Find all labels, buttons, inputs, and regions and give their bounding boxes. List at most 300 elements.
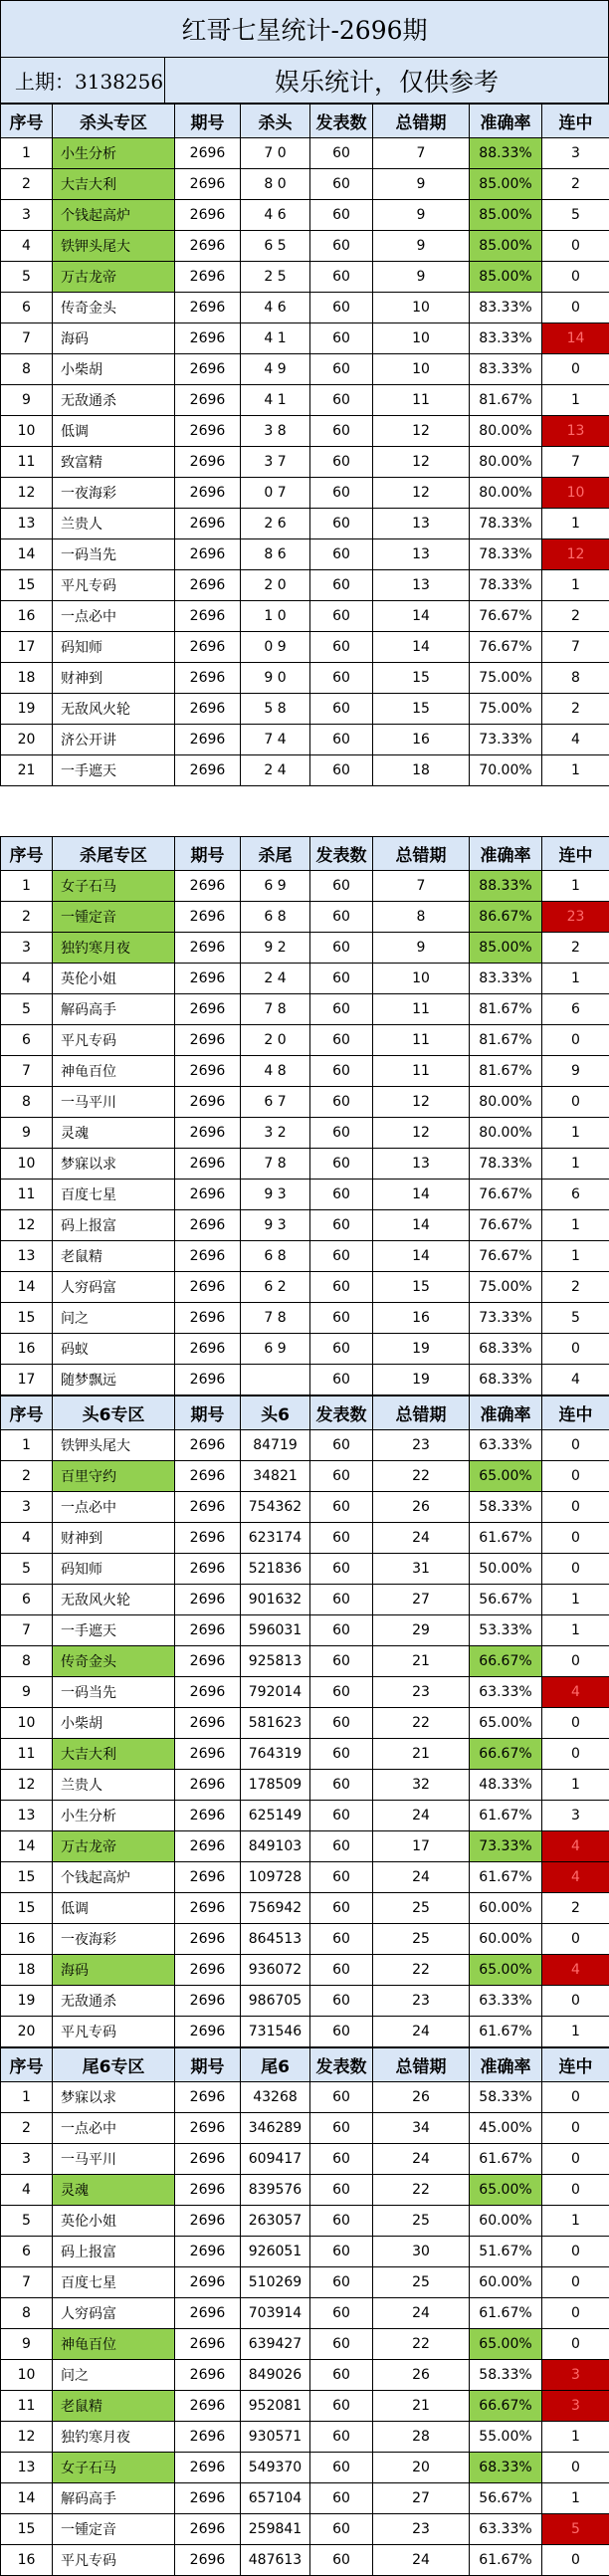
streak-count: 1 [542,2422,609,2453]
row-number: 17 [1,1365,53,1395]
accuracy-rate: 51.67% [470,2237,542,2267]
published-count: 60 [310,755,373,786]
published-count: 60 [310,1056,373,1087]
row-number: 4 [1,1523,53,1554]
expert-name: 随梦飘远 [53,1365,175,1395]
accuracy-rate: 88.33% [470,138,542,169]
error-count: 14 [373,1241,470,1272]
row-number: 1 [1,2082,53,2113]
error-count: 13 [373,539,470,570]
accuracy-rate: 83.33% [470,323,542,354]
table-row [1,1986,609,2017]
published-count: 60 [310,2267,373,2298]
streak-count: 0 [542,1087,609,1118]
accuracy-rate: 66.67% [470,1646,542,1677]
expert-name: 济公开讲 [53,725,175,755]
row-number: 11 [1,447,53,478]
pick-value: 259841 [241,2514,310,2545]
issue-number: 2696 [175,509,241,539]
streak-count: 0 [542,1334,609,1365]
published-count: 60 [310,1365,373,1395]
published-count: 60 [310,2422,373,2453]
pick-value: 7 8 [241,1149,310,1180]
last-issue-label: 上期：3138256 [1,58,165,103]
expert-name: 问之 [53,2360,175,2391]
published-count: 60 [310,1272,373,1303]
error-count: 13 [373,1149,470,1180]
pick-value: 926051 [241,2237,310,2267]
error-count: 23 [373,1986,470,2017]
accuracy-rate: 60.00% [470,2206,542,2237]
pick-value: 7 8 [241,1303,310,1334]
table-row [1,385,609,416]
streak-count: 3 [542,2391,609,2422]
error-count: 11 [373,385,470,416]
published-count: 60 [310,2206,373,2237]
pick-value: 581623 [241,1708,310,1739]
row-number: 15 [1,1893,53,1924]
error-count: 7 [373,871,470,902]
pick-value: 952081 [241,2391,310,2422]
pick-value: 9 0 [241,663,310,694]
accuracy-rate: 68.33% [470,1365,542,1395]
accuracy-rate: 60.00% [470,1893,542,1924]
row-number: 16 [1,2545,53,2576]
expert-name: 码上报富 [53,2237,175,2267]
expert-name: 兰贵人 [53,509,175,539]
issue-number: 2696 [175,1056,241,1087]
streak-count: 12 [542,539,609,570]
issue-number: 2696 [175,871,241,902]
expert-name: 小生分析 [53,1801,175,1831]
row-number: 4 [1,231,53,262]
table-row [1,1365,609,1395]
issue-number: 2696 [175,1241,241,1272]
accuracy-rate: 63.33% [470,1677,542,1708]
error-count: 24 [373,2545,470,2576]
error-count: 17 [373,1831,470,1862]
error-count: 14 [373,632,470,663]
pick-value: 263057 [241,2206,310,2237]
error-count: 30 [373,2237,470,2267]
pick-value: 901632 [241,1585,310,1615]
column-header: 总错期 [373,105,470,138]
pick-value: 3 2 [241,1118,310,1149]
table-row [1,1149,609,1180]
table-row [1,1739,609,1770]
row-number: 10 [1,1708,53,1739]
issue-number: 2696 [175,1492,241,1523]
pick-value: 9 2 [241,933,310,964]
row-number: 6 [1,293,53,323]
issue-number: 2696 [175,1118,241,1149]
error-count: 22 [373,1708,470,1739]
expert-name: 百度七星 [53,2267,175,2298]
error-count: 25 [373,1924,470,1955]
issue-number: 2696 [175,1585,241,1615]
error-count: 11 [373,1056,470,1087]
published-count: 60 [310,2017,373,2047]
streak-count: 2 [542,1272,609,1303]
column-header: 序号 [1,1396,53,1430]
issue-number: 2696 [175,2514,241,2545]
streak-count: 0 [542,1523,609,1554]
issue-number: 2696 [175,1210,241,1241]
issue-number: 2696 [175,2082,241,2113]
expert-name: 小柴胡 [53,354,175,385]
column-header: 杀尾专区 [53,837,175,871]
streak-count: 1 [542,2017,609,2047]
pick-value: 849103 [241,1831,310,1862]
published-count: 60 [310,138,373,169]
table-row [1,1025,609,1056]
error-count: 10 [373,354,470,385]
streak-count: 0 [542,1025,609,1056]
streak-count: 5 [542,1303,609,1334]
expert-name: 码知师 [53,1554,175,1585]
streak-count: 4 [542,1831,609,1862]
error-count: 7 [373,138,470,169]
accuracy-rate: 81.67% [470,385,542,416]
table-row [1,2017,609,2047]
accuracy-rate: 83.33% [470,293,542,323]
streak-count: 0 [542,2175,609,2206]
published-count: 60 [310,509,373,539]
expert-name: 传奇金头 [53,1646,175,1677]
accuracy-rate: 55.00% [470,2422,542,2453]
issue-number: 2696 [175,1334,241,1365]
error-count: 12 [373,1118,470,1149]
issue-number: 2696 [175,416,241,447]
streak-count: 0 [542,1492,609,1523]
issue-number: 2696 [175,994,241,1025]
pick-value: 7 8 [241,994,310,1025]
expert-name: 平凡专码 [53,1025,175,1056]
row-number: 6 [1,1025,53,1056]
expert-name: 一手遮天 [53,1615,175,1646]
pick-value: 9 3 [241,1180,310,1210]
issue-number: 2696 [175,2329,241,2360]
issue-number: 2696 [175,1893,241,1924]
published-count: 60 [310,231,373,262]
column-header: 连中 [542,1396,609,1430]
accuracy-rate: 65.00% [470,2329,542,2360]
error-count: 22 [373,1955,470,1986]
table-row [1,1862,609,1893]
published-count: 60 [310,1180,373,1210]
expert-name: 一点必中 [53,2113,175,2144]
issue-number: 2696 [175,1986,241,2017]
table-row [1,1523,609,1554]
table-row [1,933,609,964]
expert-name: 梦寐以求 [53,2082,175,2113]
pick-value: 839576 [241,2175,310,2206]
published-count: 60 [310,1955,373,1986]
error-count: 21 [373,1739,470,1770]
expert-name: 无敌风火轮 [53,1585,175,1615]
table-row [1,1210,609,1241]
error-count: 22 [373,2329,470,2360]
published-count: 60 [310,1303,373,1334]
row-number: 9 [1,1118,53,1149]
pick-value: 986705 [241,1986,310,2017]
published-count: 60 [310,725,373,755]
pick-value: 936072 [241,1955,310,1986]
error-count: 14 [373,1210,470,1241]
column-header: 杀尾 [241,837,310,871]
error-count: 24 [373,2298,470,2329]
column-header: 发表数 [310,105,373,138]
issue-number: 2696 [175,2175,241,2206]
streak-count: 13 [542,416,609,447]
published-count: 60 [310,2329,373,2360]
expert-name: 铁钾头尾大 [53,231,175,262]
accuracy-rate: 85.00% [470,262,542,293]
issue-number: 2696 [175,902,241,933]
accuracy-rate: 81.67% [470,994,542,1025]
published-count: 60 [310,2545,373,2576]
pick-value: 609417 [241,2144,310,2175]
accuracy-rate: 76.67% [470,1241,542,1272]
pick-value: 4 6 [241,293,310,323]
issue-number: 2696 [175,2113,241,2144]
error-count: 10 [373,964,470,994]
published-count: 60 [310,2298,373,2329]
issue-number: 2696 [175,2360,241,2391]
row-number: 7 [1,1056,53,1087]
streak-count: 0 [542,1430,609,1461]
streak-count: 2 [542,601,609,632]
expert-name: 财神到 [53,1523,175,1554]
streak-count: 1 [542,1241,609,1272]
table-row [1,755,609,786]
expert-name: 万古龙帝 [53,262,175,293]
disclaimer-note: 娱乐统计，仅供参考 [165,58,608,103]
accuracy-rate: 80.00% [470,478,542,509]
expert-name: 一点必中 [53,601,175,632]
pick-value: 34821 [241,1461,310,1492]
issue-number: 2696 [175,2298,241,2329]
pick-value: 0 7 [241,478,310,509]
row-number: 2 [1,169,53,200]
expert-name: 英伦小姐 [53,2206,175,2237]
published-count: 60 [310,447,373,478]
column-header: 杀头专区 [53,105,175,138]
table-row [1,169,609,200]
issue-number: 2696 [175,1924,241,1955]
streak-count: 0 [542,231,609,262]
expert-name: 独钓寒月夜 [53,933,175,964]
issue-number: 2696 [175,1430,241,1461]
accuracy-rate: 80.00% [470,1118,542,1149]
accuracy-rate: 65.00% [470,1461,542,1492]
error-count: 9 [373,200,470,231]
error-count: 32 [373,1770,470,1801]
expert-name: 个钱起高炉 [53,1862,175,1893]
expert-name: 一码当先 [53,1677,175,1708]
pick-value: 930571 [241,2422,310,2453]
pick-value: 864513 [241,1924,310,1955]
column-header: 头6专区 [53,1396,175,1430]
column-header: 杀头 [241,105,310,138]
accuracy-rate: 58.33% [470,1492,542,1523]
streak-count: 1 [542,1615,609,1646]
row-number: 17 [1,632,53,663]
published-count: 60 [310,1801,373,1831]
error-count: 14 [373,1180,470,1210]
streak-count: 3 [542,2360,609,2391]
error-count: 26 [373,2360,470,2391]
column-header: 准确率 [470,105,542,138]
row-number: 12 [1,478,53,509]
expert-name: 一夜海彩 [53,478,175,509]
issue-number: 2696 [175,1708,241,1739]
row-number: 7 [1,323,53,354]
accuracy-rate: 53.33% [470,1615,542,1646]
published-count: 60 [310,2391,373,2422]
row-number: 4 [1,964,53,994]
published-count: 60 [310,1334,373,1365]
table-row [1,632,609,663]
published-count: 60 [310,902,373,933]
stats-table-4 [0,2047,609,2576]
table-row [1,1831,609,1862]
published-count: 60 [310,1118,373,1149]
published-count: 60 [310,994,373,1025]
row-number: 1 [1,1430,53,1461]
published-count: 60 [310,1210,373,1241]
streak-count: 1 [542,1118,609,1149]
row-number: 9 [1,2329,53,2360]
streak-count: 0 [542,2453,609,2483]
expert-name: 神龟百位 [53,2329,175,2360]
pick-value: 639427 [241,2329,310,2360]
expert-name: 海码 [53,323,175,354]
table-row [1,1492,609,1523]
error-count: 25 [373,2206,470,2237]
published-count: 60 [310,1149,373,1180]
error-count: 10 [373,323,470,354]
row-number: 3 [1,200,53,231]
expert-name: 无敌通杀 [53,1986,175,2017]
streak-count: 0 [542,1924,609,1955]
expert-name: 小柴胡 [53,1708,175,1739]
column-header: 发表数 [310,2048,373,2082]
pick-value: 703914 [241,2298,310,2329]
table-row [1,1056,609,1087]
issue-number: 2696 [175,1303,241,1334]
pick-value: 487613 [241,2545,310,2576]
row-number: 19 [1,1986,53,2017]
error-count: 23 [373,1677,470,1708]
pick-value: 756942 [241,1893,310,1924]
streak-count: 1 [542,1149,609,1180]
expert-name: 一马平川 [53,2144,175,2175]
column-header: 准确率 [470,1396,542,1430]
table-row [1,1334,609,1365]
accuracy-rate: 75.00% [470,1272,542,1303]
expert-name: 平凡专码 [53,2017,175,2047]
issue-number: 2696 [175,601,241,632]
streak-count: 1 [542,2206,609,2237]
published-count: 60 [310,2514,373,2545]
table-row [1,663,609,694]
accuracy-rate: 75.00% [470,663,542,694]
column-header: 序号 [1,837,53,871]
published-count: 60 [310,416,373,447]
pick-value: 754362 [241,1492,310,1523]
published-count: 60 [310,1523,373,1554]
expert-name: 灵魂 [53,2175,175,2206]
stats-sections [0,104,609,2576]
row-number: 1 [1,871,53,902]
row-number: 11 [1,2391,53,2422]
pick-value: 521836 [241,1554,310,1585]
published-count: 60 [310,1554,373,1585]
error-count: 14 [373,601,470,632]
issue-number: 2696 [175,138,241,169]
error-count: 24 [373,1523,470,1554]
published-count: 60 [310,1862,373,1893]
accuracy-rate: 65.00% [470,1955,542,1986]
issue-number: 2696 [175,354,241,385]
streak-count: 1 [542,2483,609,2514]
streak-count: 1 [542,964,609,994]
accuracy-rate: 61.67% [470,2017,542,2047]
row-number: 2 [1,902,53,933]
streak-count: 14 [542,323,609,354]
published-count: 60 [310,1708,373,1739]
row-number: 13 [1,509,53,539]
table-row [1,1801,609,1831]
row-number: 5 [1,262,53,293]
issue-number: 2696 [175,2237,241,2267]
pick-value: 4 9 [241,354,310,385]
streak-count: 5 [542,200,609,231]
error-count: 27 [373,1585,470,1615]
error-count: 24 [373,2017,470,2047]
stats-table-2 [0,836,609,1395]
issue-number: 2696 [175,1180,241,1210]
expert-name: 英伦小姐 [53,964,175,994]
expert-name: 万古龙帝 [53,1831,175,1862]
table-header-row [1,837,609,871]
table-row [1,2144,609,2175]
table-row [1,1554,609,1585]
table-row [1,478,609,509]
row-number: 14 [1,1831,53,1862]
column-header: 总错期 [373,2048,470,2082]
table-row [1,2175,609,2206]
error-count: 26 [373,1492,470,1523]
issue-number: 2696 [175,1801,241,1831]
row-number: 7 [1,1615,53,1646]
issue-number: 2696 [175,1025,241,1056]
table-row [1,1893,609,1924]
error-count: 24 [373,2144,470,2175]
issue-number: 2696 [175,1955,241,1986]
row-number: 11 [1,1180,53,1210]
accuracy-rate: 70.00% [470,755,542,786]
table-row [1,871,609,902]
row-number: 15 [1,1303,53,1334]
issue-number: 2696 [175,933,241,964]
table-row [1,994,609,1025]
issue-number: 2696 [175,200,241,231]
table-row [1,1615,609,1646]
issue-number: 2696 [175,1831,241,1862]
streak-count: 7 [542,447,609,478]
